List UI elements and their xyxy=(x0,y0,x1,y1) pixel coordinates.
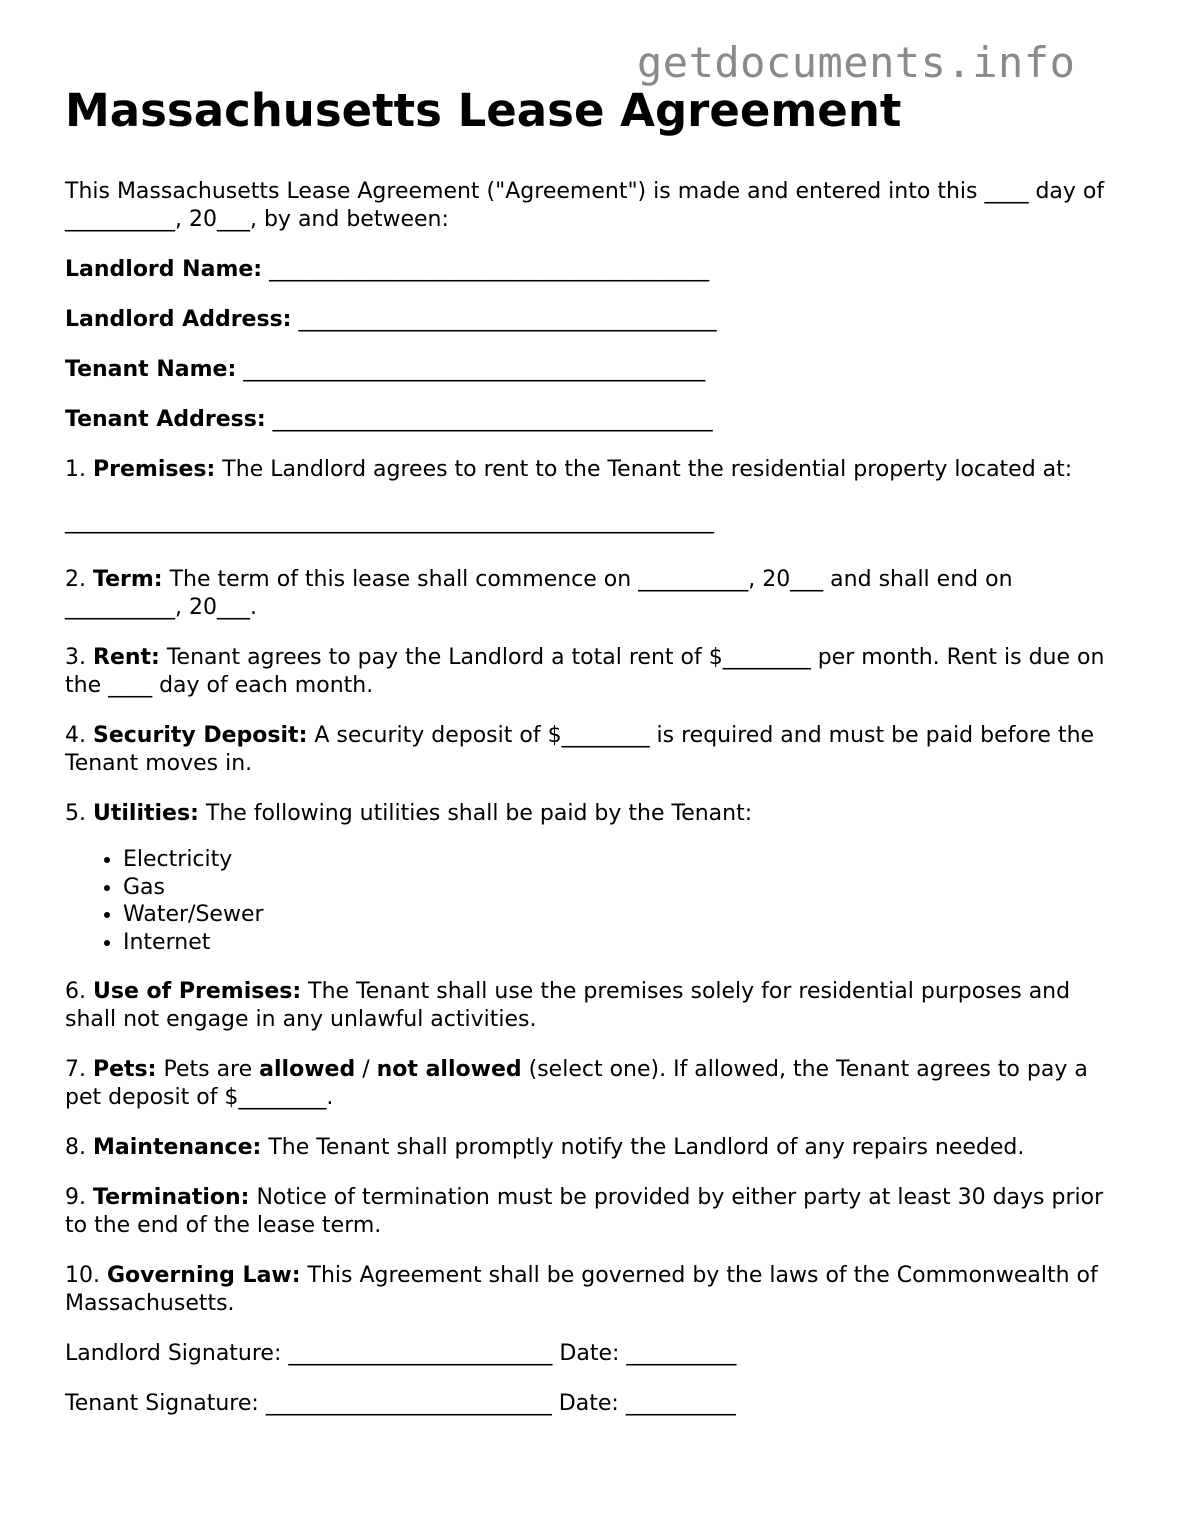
section-number: 9. xyxy=(65,1185,86,1210)
section-premises xyxy=(65,456,1125,484)
watermark-text: getdocuments.info xyxy=(637,38,1076,87)
tenant-address-blank: ________________________________________ xyxy=(272,407,713,432)
landlord-address-field xyxy=(65,306,1125,334)
section-text: This Agreement shall be governed by the laws of the Commonwealth of Massachusetts. xyxy=(65,1263,1098,1316)
section-number: 6. xyxy=(65,979,86,1004)
section-text: A security deposit of $________ is required and must be paid before the Tenant moves in. xyxy=(65,723,1095,776)
pets-text-pre: Pets are xyxy=(163,1057,253,1082)
document-page xyxy=(65,80,1125,1440)
landlord-address-label: Landlord Address: xyxy=(65,307,292,332)
section-text: Tenant agrees to pay the Landlord a total rent of $________ per month. Rent is due on the ____ day of each month. xyxy=(65,645,1105,698)
section-maintenance xyxy=(65,1134,1125,1162)
section-termination xyxy=(65,1184,1125,1240)
section-number: 10. xyxy=(65,1263,100,1288)
tenant-address-field xyxy=(65,406,1125,434)
section-heading: Maintenance: xyxy=(93,1135,262,1160)
pets-separator: / xyxy=(362,1057,370,1082)
section-heading: Governing Law: xyxy=(107,1263,301,1288)
section-heading: Term: xyxy=(93,567,163,592)
date-blank: __________ xyxy=(625,1391,736,1416)
date-label: Date: xyxy=(559,1341,620,1366)
section-number: 7. xyxy=(65,1057,86,1082)
section-heading: Use of Premises: xyxy=(93,979,302,1004)
date-blank: __________ xyxy=(626,1341,737,1366)
section-text: The term of this lease shall commence on __________, 20___ and shall end on __________, 20___. xyxy=(65,567,1013,620)
pets-not-allowed-option: not allowed xyxy=(376,1057,522,1082)
section-number: 5. xyxy=(65,801,86,826)
date-label: Date: xyxy=(558,1391,619,1416)
section-heading: Pets: xyxy=(93,1057,157,1082)
list-item: • Water/Sewer xyxy=(123,901,1125,929)
section-pets xyxy=(65,1056,1125,1112)
section-heading: Premises: xyxy=(93,457,216,482)
section-number: 4. xyxy=(65,723,86,748)
section-text: Notice of termination must be provided by either party at least 30 days prior to the end of the lease term. xyxy=(65,1185,1104,1238)
section-text: The following utilities shall be paid by the Tenant: xyxy=(205,801,753,826)
section-number: 2. xyxy=(65,567,86,592)
landlord-name-blank: ________________________________________ xyxy=(269,257,710,282)
section-use-of-premises xyxy=(65,978,1125,1034)
section-number: 1. xyxy=(65,457,86,482)
signature-blank: ________________________ xyxy=(288,1341,553,1366)
section-text: The Tenant shall promptly notify the Landlord of any repairs needed. xyxy=(268,1135,1025,1160)
section-heading: Termination: xyxy=(93,1185,250,1210)
section-heading: Utilities: xyxy=(93,801,199,826)
section-term xyxy=(65,566,1125,622)
tenant-name-field xyxy=(65,356,1125,384)
document-title: Massachusetts Lease Agreement xyxy=(65,84,902,137)
premises-address-blank: ___________________________________________________________ xyxy=(65,509,714,534)
signature-label: Landlord Signature: xyxy=(65,1341,282,1366)
signature-label: Tenant Signature: xyxy=(65,1391,259,1416)
section-text: The Landlord agrees to rent to the Tenant the residential property located at: xyxy=(222,457,1073,482)
list-item: • Internet xyxy=(123,929,1125,957)
tenant-name-blank: __________________________________________ xyxy=(243,357,706,382)
tenant-address-label: Tenant Address: xyxy=(65,407,266,432)
section-number: 3. xyxy=(65,645,86,670)
pets-allowed-option: allowed xyxy=(259,1057,356,1082)
landlord-name-field xyxy=(65,256,1125,284)
list-item: • Gas xyxy=(123,874,1125,902)
section-security-deposit xyxy=(65,722,1125,778)
landlord-name-label: Landlord Name: xyxy=(65,257,263,282)
section-rent xyxy=(65,644,1125,700)
utilities-list xyxy=(65,846,1125,956)
section-heading: Security Deposit: xyxy=(93,723,308,748)
section-number: 8. xyxy=(65,1135,86,1160)
list-item: • Electricity xyxy=(123,846,1125,874)
pets-text-post: (select one). If allowed, the Tenant agrees to pay a pet deposit of $________. xyxy=(65,1057,1088,1110)
section-governing-law xyxy=(65,1262,1125,1318)
tenant-name-label: Tenant Name: xyxy=(65,357,237,382)
signature-blank: __________________________ xyxy=(265,1391,552,1416)
section-utilities xyxy=(65,800,1125,828)
tenant-signature-line xyxy=(65,1390,1125,1418)
landlord-signature-line xyxy=(65,1340,1125,1368)
section-text: The Tenant shall use the premises solely for residential purposes and shall not engage in any unlawful activities. xyxy=(65,979,1071,1032)
section-heading: Rent: xyxy=(93,645,160,670)
intro-paragraph: This Massachusetts Lease Agreement ("Agreement") is made and entered into this ____ day of __________, 20___, by and between: xyxy=(65,179,1105,232)
landlord-address-blank: ______________________________________ xyxy=(298,307,717,332)
